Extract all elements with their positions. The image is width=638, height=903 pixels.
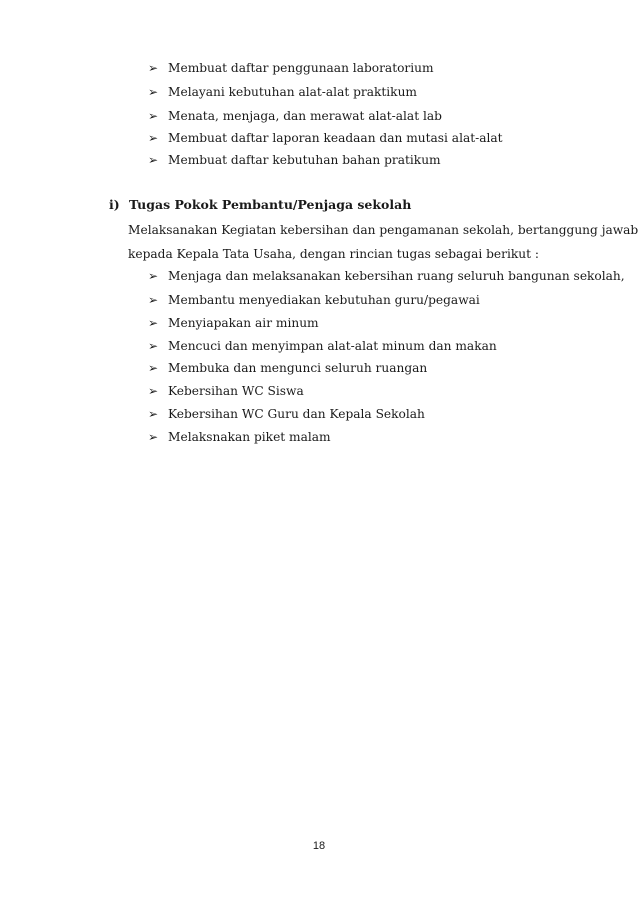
list-item [148,381,304,401]
list-item-text: Mencuci dan menyimpan alat-alat minum dan makan [168,339,497,353]
list-item-text: Kebersihan WC Guru dan Kepala Sekolah [168,407,425,421]
arrow-bullet-icon: ➢ [148,85,159,99]
arrow-bullet-icon: ➢ [148,339,159,353]
list-item-text: Membuat daftar laporan keadaan dan mutasi alat-alat [168,131,503,145]
list-item [148,358,427,378]
list-item [148,313,319,333]
arrow-bullet-icon: ➢ [148,131,159,145]
section-heading [109,195,411,215]
arrow-bullet-icon: ➢ [148,384,159,398]
list-item [148,82,417,102]
section-intro-line-2: kepada Kepala Tata Usaha, dengan rincian tugas sebagai berikut : [128,247,539,261]
list-item [148,336,497,356]
list-item [148,290,480,310]
list-item-text: Melayani kebutuhan alat-alat praktikum [168,85,417,99]
list-item-text: Menyiapakan air minum [168,316,319,330]
arrow-bullet-icon: ➢ [148,430,159,444]
list-item-text: Kebersihan WC Siswa [168,384,304,398]
section-title: Tugas Pokok Pembantu/Penjaga sekolah [129,197,412,212]
list-item [148,266,625,286]
list-item-text: Membantu menyediakan kebutuhan guru/pegawai [168,293,480,307]
list-item [148,150,441,170]
arrow-bullet-icon: ➢ [148,316,159,330]
page-number: 18 [312,840,326,852]
list-item-text: Membuka dan mengunci seluruh ruangan [168,361,428,375]
section-marker: i) [109,197,120,212]
arrow-bullet-icon: ➢ [148,407,159,421]
list-item [148,106,442,126]
list-item-text: Membuat daftar penggunaan laboratorium [168,61,434,75]
arrow-bullet-icon: ➢ [148,361,159,375]
arrow-bullet-icon: ➢ [148,61,159,75]
list-item [148,427,331,447]
list-item-text: Menjaga dan melaksanakan kebersihan ruang seluruh bangunan sekolah, [168,269,625,283]
section-intro-line-1: Melaksanakan Kegiatan kebersihan dan pengamanan sekolah, bertanggung jawab [128,223,638,237]
list-item-text: Menata, menjaga, dan merawat alat-alat lab [168,109,442,123]
list-item-text: Membuat daftar kebutuhan bahan pratikum [168,153,441,167]
arrow-bullet-icon: ➢ [148,293,159,307]
arrow-bullet-icon: ➢ [148,153,159,167]
list-item-text: Melaksnakan piket malam [168,430,331,444]
arrow-bullet-icon: ➢ [148,269,159,283]
list-item [148,58,434,78]
list-item [148,404,425,424]
arrow-bullet-icon: ➢ [148,109,159,123]
list-item [148,128,503,148]
